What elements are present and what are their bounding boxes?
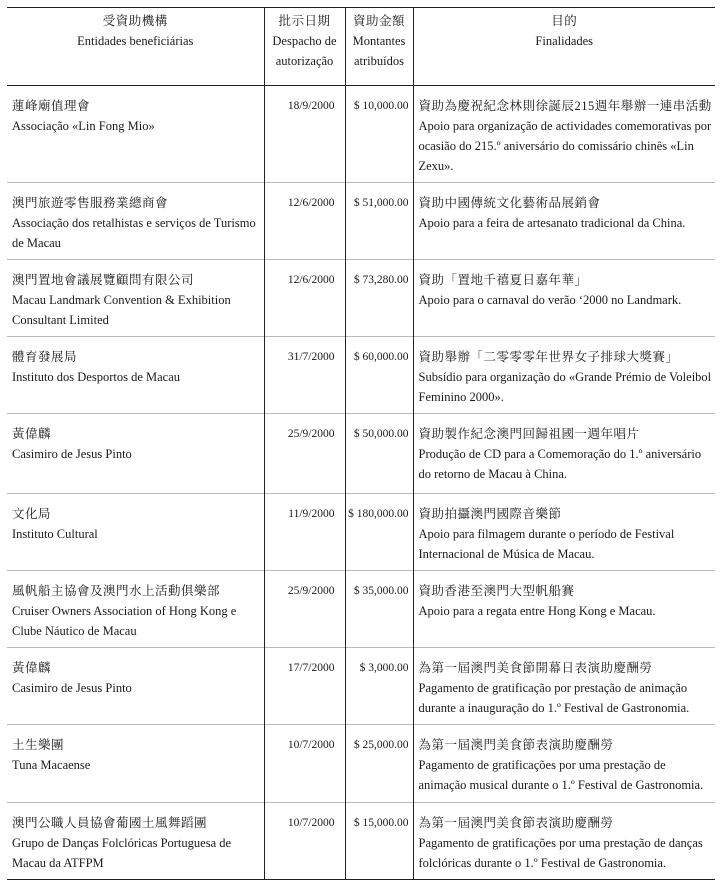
header-amount-pt-1: Montantes <box>352 34 406 48</box>
entity-zh: 風帆船主協會及澳門水上活動俱樂部 <box>12 584 221 598</box>
purpose-pt: Apoio para filmagem durante o período de Festival Internacional de Música de Macau. <box>418 527 675 561</box>
purpose-pt: Pagamento de gratificações por uma prestação de animação musical durante o 1.º Festival de Gastronomia. <box>418 758 704 792</box>
purpose-pt: Pagamento de gratificação por prestação de animação durante a inauguração do 1.º Festival de Gastronomia. <box>418 681 690 715</box>
amount-cell: $ 180,000.00 <box>345 494 413 571</box>
header-amount-zh: 資助金額 <box>352 14 405 28</box>
table-row <box>7 571 715 648</box>
purpose-pt: Subsídio para organização do «Grande Prémio de Voleibol Feminino 2000». <box>418 370 712 404</box>
purpose-zh: 為第一屆澳門美食節表演助慶酬勞 <box>418 738 614 752</box>
date-cell: 25/9/2000 <box>264 414 345 494</box>
header-date-pt-1: Despacho de <box>272 34 337 48</box>
amount-cell: $ 25,000.00 <box>345 725 413 803</box>
entity-pt: Associação dos retalhistas e serviços de Turismo de Macau <box>12 216 256 250</box>
amount-cell: $ 35,000.00 <box>345 571 413 648</box>
date-cell: 18/9/2000 <box>264 86 345 183</box>
purpose-zh: 資助「置地千禧夏日嘉年華」 <box>418 273 588 287</box>
table-row <box>7 183 715 260</box>
table-row <box>7 803 715 880</box>
purpose-zh: 資助香港至澳門大型帆船賽 <box>418 584 575 598</box>
amount-cell: $ 51,000.00 <box>345 183 413 260</box>
purpose-zh: 資助製作紀念澳門回歸祖國一週年唱片 <box>418 427 640 441</box>
amount-cell: $ 60,000.00 <box>345 337 413 414</box>
entity-zh: 黃偉麟 <box>12 661 52 675</box>
purpose-zh: 為第一屆澳門美食節開幕日表演助慶酬勞 <box>418 661 653 675</box>
entity-pt: Tuna Macaense <box>12 758 91 772</box>
entity-pt: Casimiro de Jesus Pinto <box>12 447 132 461</box>
table-row <box>7 86 715 183</box>
header-date-zh: 批示日期 <box>278 14 331 28</box>
purpose-pt: Apoio para o carnaval do verão ‘2000 no Landmark. <box>418 293 682 307</box>
purpose-zh: 資助中國傳統文化藝術品展銷會 <box>418 196 601 210</box>
header-amount <box>345 8 413 86</box>
entity-zh: 澳門公職人員協會葡國土風舞蹈團 <box>12 816 208 830</box>
table-row <box>7 414 715 494</box>
table-row <box>7 494 715 571</box>
purpose-zh: 資助為慶祝紀念林則徐誕辰215週年舉辦一連串活動 <box>418 99 712 113</box>
purpose-zh: 資助舉辦「二零零零年世界女子排球大獎賽」 <box>418 350 679 364</box>
date-cell: 11/9/2000 <box>264 494 345 571</box>
date-cell: 12/6/2000 <box>264 183 345 260</box>
date-cell: 25/9/2000 <box>264 571 345 648</box>
entity-zh: 體育發展局 <box>12 350 78 364</box>
date-cell: 12/6/2000 <box>264 260 345 337</box>
purpose-zh: 資助拍攝澳門國際音樂節 <box>418 507 562 521</box>
purpose-pt: Apoio para a regata entre Hong Kong e Macau. <box>418 604 656 618</box>
entity-zh: 黃偉麟 <box>12 427 52 441</box>
header-date-pt-2: autorização <box>275 54 334 68</box>
entity-zh: 文化局 <box>12 507 52 521</box>
header-purpose-zh: 目的 <box>551 14 578 28</box>
entity-pt: Instituto dos Desportos de Macau <box>12 370 181 384</box>
header-entity-zh: 受資助機構 <box>102 14 168 28</box>
date-cell: 10/7/2000 <box>264 803 345 880</box>
entity-pt: Associação «Lin Fong Mio» <box>12 119 155 133</box>
subsidy-table <box>7 7 715 880</box>
header-amount-pt-2: atribuídos <box>354 54 404 68</box>
header-purpose <box>413 8 715 86</box>
entity-zh: 澳門置地會議展覽顧問有限公司 <box>12 273 195 287</box>
purpose-pt: Produção de CD para a Comemoração do 1.º aniversário do retorno de Macau à China. <box>418 447 702 481</box>
date-cell: 10/7/2000 <box>264 725 345 803</box>
header-entity <box>7 8 264 86</box>
purpose-pt: Apoio para a feira de artesanato tradicional da China. <box>418 216 686 230</box>
table-row <box>7 260 715 337</box>
table-row <box>7 725 715 803</box>
table-row <box>7 648 715 725</box>
entity-zh: 澳門旅遊零售服務業總商會 <box>12 196 169 210</box>
document-page <box>7 7 715 880</box>
amount-cell: $ 15,000.00 <box>345 803 413 880</box>
header-entity-pt: Entidades beneficiárias <box>77 34 194 48</box>
entity-pt: Casimiro de Jesus Pinto <box>12 681 132 695</box>
date-cell: 17/7/2000 <box>264 648 345 725</box>
entity-pt: Grupo de Danças Folclóricas Portuguesa de Macau da ATFPM <box>12 836 232 870</box>
amount-cell: $ 73,280.00 <box>345 260 413 337</box>
entity-zh: 土生樂團 <box>12 738 65 752</box>
amount-cell: $ 50,000.00 <box>345 414 413 494</box>
header-date <box>264 8 345 86</box>
purpose-zh: 為第一屆澳門美食節表演助慶酬勞 <box>418 816 614 830</box>
table-header-row <box>7 8 715 86</box>
header-purpose-pt: Finalidades <box>535 34 594 48</box>
entity-zh: 蓮峰廟值理會 <box>12 99 91 113</box>
amount-cell: $ 10,000.00 <box>345 86 413 183</box>
entity-pt: Instituto Cultural <box>12 527 98 541</box>
purpose-pt: Pagamento de gratificações por uma prestação de danças folclóricas durante o 1.º Festival de Gastronomia. <box>418 836 703 870</box>
amount-cell: $ 3,000.00 <box>345 648 413 725</box>
entity-pt: Macau Landmark Convention & Exhibition Consultant Limited <box>12 293 231 327</box>
date-cell: 31/7/2000 <box>264 337 345 414</box>
table-row <box>7 337 715 414</box>
purpose-pt: Apoio para organização de actividades comemorativas por ocasião do 215.º aniversário do comissário chinês «Lin Zexu». <box>418 119 712 173</box>
entity-pt: Cruiser Owners Association of Hong Kong e Clube Náutico de Macau <box>12 604 237 638</box>
